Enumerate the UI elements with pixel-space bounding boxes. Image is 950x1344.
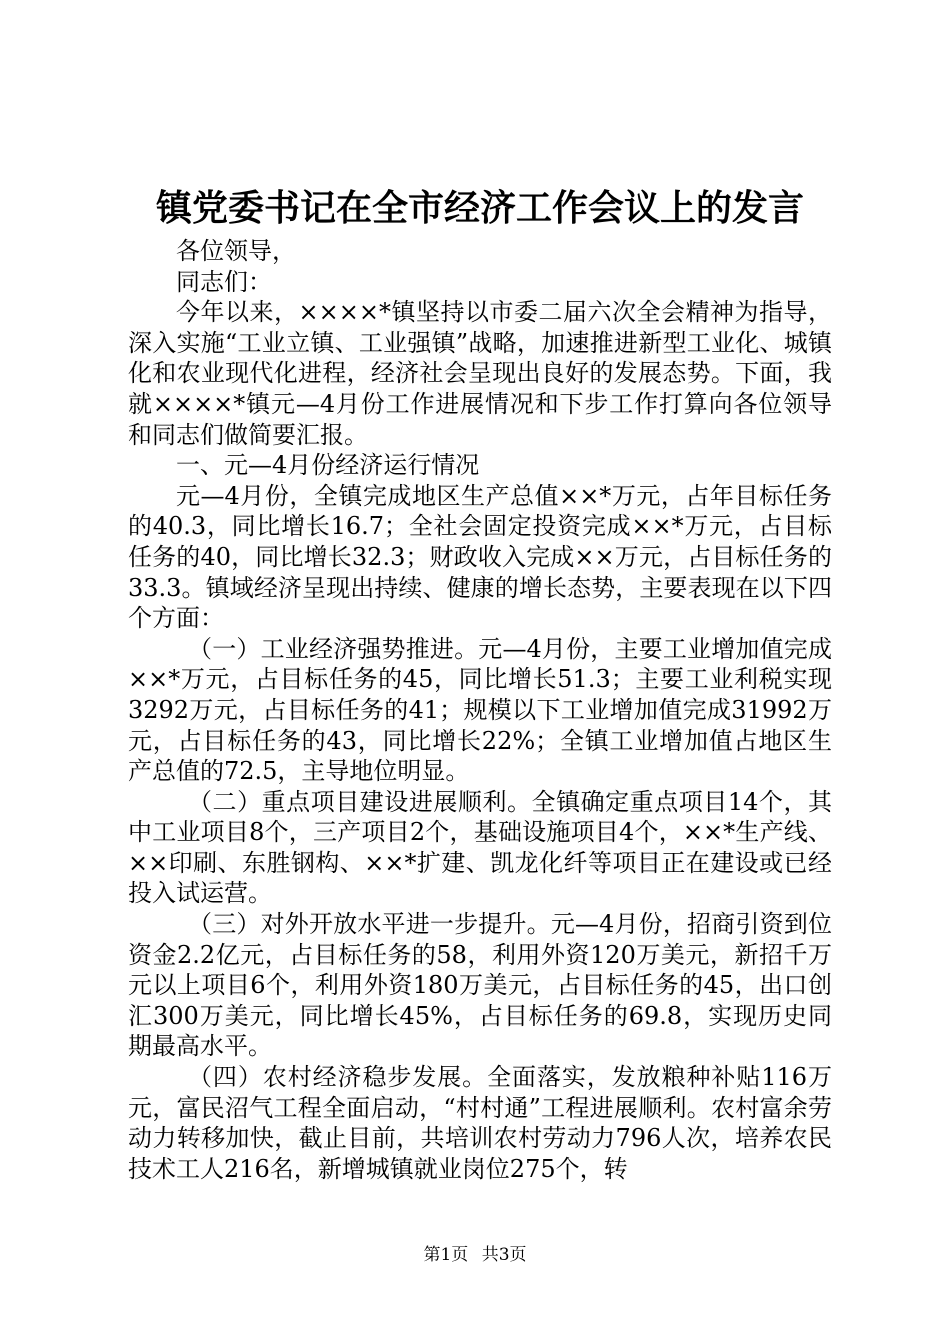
document-body [128, 236, 832, 1184]
intro-paragraph: 今年以来，××××*镇坚持以市委二届六次全会精神为指导，深入实施“工业立镇、工业强镇”战略，加速推进新型工业化、城镇化和农业现代化进程，经济社会呈现出良好的发展态势。下面，我就××××*镇元—4月份工作进展情况和下步工作打算向各位领导和同志们做简要汇报。 [128, 298, 832, 449]
section-heading-1: 一、元—4月份经济运行情况 [176, 451, 480, 480]
salutation-leaders: 各位领导， [176, 237, 296, 265]
projects-paragraph: （二）重点项目建设进展顺利。全镇确定重点项目14个，其中工业项目8个，三产项目2个，基础设施项目4个，××*生产线、××印刷、东胜钢构、××*扩建、凯龙化纤等项目正在建设或已经投入试运营。 [128, 787, 832, 908]
opening-up-paragraph: （三）对外开放水平进一步提升。元—4月份，招商引资到位资金2.2亿元，占目标任务的58，利用外资120万美元，新招千万元以上项目6个，利用外资180万美元，占目标任务的45，出口创汇300万美元，同比增长45%，占目标任务的69.8，实现历史同期最高水平。 [128, 910, 832, 1061]
page-number-current: 第1页 [423, 1245, 469, 1265]
salutation-comrades: 同志们： [176, 267, 272, 296]
rural-economy-paragraph: （四）农村经济稳步发展。全面落实，发放粮种补贴116万元，富民沼气工程全面启动，“村村通”工程进展顺利。农村富余劳动力转移加快，截止目前，共培训农村劳动力796人次，培养农民技术工人216名，新增城镇就业岗位275个，转 [128, 1063, 832, 1183]
page-number-total: 共3页 [481, 1245, 527, 1265]
overview-paragraph: 元—4月份，全镇完成地区生产总值××*万元，占年目标任务的40.3，同比增长16.7；全社会固定投资完成××*万元，占目标任务的40，同比增长32.3；财政收入完成××万元，占目标任务的33.3。镇域经济呈现出持续、健康的增长态势，主要表现在以下四个方面： [128, 481, 832, 633]
document-title: 镇党委书记在全市经济工作会议上的发言 [155, 187, 804, 229]
page-footer [0, 1243, 950, 1267]
industry-paragraph: （一）工业经济强势推进。元—4月份，主要工业增加值完成××*万元，占目标任务的45，同比增长51.3；主要工业利税实现3292万元，占目标任务的41；规模以下工业增加值完成31992万元，占目标任务的43，同比增长22%；全镇工业增加值占地区生产总值的72.5，主导地位明显。 [128, 634, 832, 786]
document-page [128, 180, 832, 1184]
